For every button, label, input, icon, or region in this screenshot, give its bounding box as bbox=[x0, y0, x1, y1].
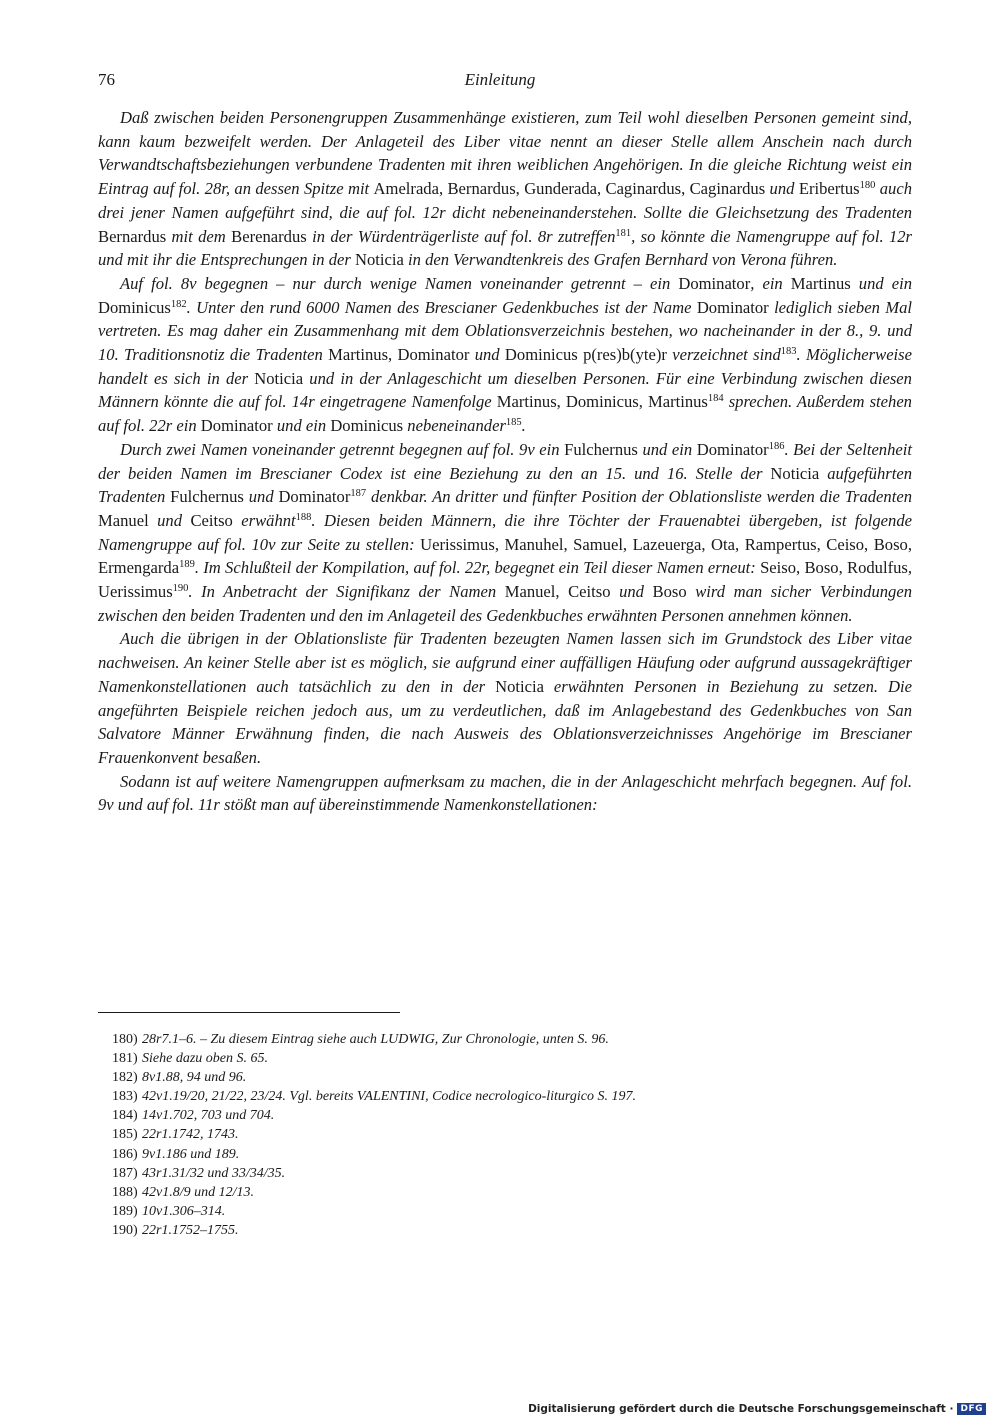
footnote-text: 14v1.702, 703 und 704. bbox=[142, 1108, 275, 1124]
footnote bbox=[112, 1068, 872, 1087]
paragraph-text: Auf fol. 8v begegnen – nur durch wenige Namen voneinander getrennt – ein bbox=[120, 273, 679, 293]
name-term: Boso bbox=[652, 582, 687, 602]
name-term: Martinus bbox=[790, 273, 851, 293]
footnote-text: 28r7.1–6. – Zu diesem Eintrag siehe auch LUDWIG, Zur Chronologie, unten S. 96. bbox=[142, 1032, 609, 1047]
body-paragraph bbox=[98, 438, 912, 628]
body-paragraph bbox=[98, 106, 912, 272]
footnote-text: 22r1.1752–1755. bbox=[142, 1222, 239, 1238]
digitization-footer bbox=[528, 1403, 986, 1415]
footnote bbox=[112, 1030, 872, 1049]
footnote-text: 10v1.306–314. bbox=[142, 1203, 226, 1219]
name-term: Uerissimus, Manuhel, Samuel, Lazeuerga, Ota, Rampertus, Ceiso, Boso, Ermengarda bbox=[98, 534, 913, 578]
name-term: Manuel bbox=[98, 510, 149, 530]
name-term: Dominicus bbox=[330, 416, 404, 436]
paragraph-text: aufgeführten Tradenten bbox=[98, 463, 912, 507]
footnote-number: 185) bbox=[112, 1127, 138, 1143]
footnote-text: 42v1.19/20, 21/22, 23/24. Vgl. bereits VALENTINI, Codice necrologico-liturgico S. 197. bbox=[142, 1089, 636, 1105]
footnote-reference: 186 bbox=[768, 440, 785, 452]
name-term: Ceitso bbox=[190, 510, 233, 530]
name-term: Bernardus bbox=[98, 226, 167, 246]
name-term: Fulchernus bbox=[170, 487, 244, 507]
footnote-reference: 184 bbox=[707, 393, 724, 405]
paragraph-text: erwähnt bbox=[232, 510, 296, 530]
running-title: Einleitung bbox=[464, 70, 536, 89]
name-term: Berenardus bbox=[231, 226, 307, 246]
footnote bbox=[112, 1164, 872, 1183]
paragraph-text: sprechen. Außerdem stehen auf fol. 22r ein bbox=[98, 392, 912, 436]
paragraph-text: und bbox=[610, 582, 653, 602]
footnote bbox=[112, 1106, 872, 1125]
name-term: Manuel, Ceitso bbox=[504, 582, 611, 602]
footnote-text: 9v1.186 und 189. bbox=[142, 1146, 240, 1162]
name-term: Dominator bbox=[696, 297, 769, 317]
footnote-reference: 185 bbox=[505, 417, 522, 429]
footer-text: Digitalisierung gefördert durch die Deutsche Forschungsgemeinschaft · bbox=[528, 1403, 954, 1415]
footnote-reference: 180 bbox=[859, 180, 876, 192]
footnote-reference: 188 bbox=[295, 511, 312, 523]
footnote-text: 22r1.1742, 1743. bbox=[142, 1127, 239, 1143]
paragraph-text: nebeneinander bbox=[403, 416, 506, 436]
name-term: Martinus, Dominator bbox=[328, 345, 470, 365]
paragraph-text: . Unter den rund 6000 Namen des Brescianer Gedenkbuches ist der Name bbox=[186, 297, 697, 317]
paragraph-text: , so könnte die Namengruppe auf fol. 12r und mit ihr die Entsprechungen in der bbox=[98, 226, 913, 270]
footnote-reference: 183 bbox=[780, 346, 797, 358]
paragraph-text: mit dem bbox=[166, 226, 232, 246]
name-term: Noticia bbox=[495, 676, 544, 696]
footnote-number: 186) bbox=[112, 1146, 138, 1162]
footnote bbox=[112, 1087, 872, 1106]
paragraph-text: und bbox=[148, 510, 191, 530]
name-term: Fulchernus bbox=[564, 439, 638, 459]
footnote-number: 182) bbox=[112, 1070, 138, 1086]
name-term: Dominicus p(res)b(yte)r bbox=[504, 345, 667, 365]
page-number: 76 bbox=[98, 70, 115, 89]
paragraph-text: , ein bbox=[750, 273, 791, 293]
paragraph-text: . Möglicherweise handelt es sich in der bbox=[98, 345, 912, 388]
name-term: Dominicus bbox=[98, 297, 171, 317]
paragraph-text: und in der Anlageschicht um dieselben Personen. Für eine Verbindung zwischen diesen Männern könnte die auf fol. 14r eingetragene Namenfolge bbox=[98, 368, 912, 412]
footnote bbox=[112, 1125, 872, 1144]
body-paragraph bbox=[98, 770, 912, 817]
name-term: Noticia bbox=[254, 368, 304, 388]
footnote bbox=[112, 1221, 872, 1240]
paragraph-text: . In Anbetracht der Signifikanz der Namen bbox=[188, 582, 505, 602]
paragraph-text: Sodann ist auf weitere Namengruppen aufmerksam zu machen, die in der Anlageschicht mehrfach begegnen. Auf fol. 9v und auf fol. 11r stößt man auf übereinstimmende Namenkonstellationen: bbox=[98, 771, 912, 815]
paragraph-text: . Bei der Seltenheit der beiden Namen im Brescianer Codex ist eine Beziehung zu den an 15. und 16. Stelle der bbox=[98, 439, 912, 483]
name-term: Dominator bbox=[278, 487, 351, 507]
name-term: Martinus, Dominicus, Martinus bbox=[496, 392, 708, 412]
paragraph-text: und bbox=[469, 345, 505, 365]
paragraph-text: Auch die übrigen in der Oblationsliste für Tradenten bezeugten Namen lassen sich im Grundstock des Liber vitae nachweisen. An keiner Stelle aber ist es möglich, sie aufgrund einer auffälligen Häufung oder aufgrund aussagekräftiger Namenkonstellationen auch tatsächlich zu den in der bbox=[98, 629, 912, 696]
name-term: Dominator bbox=[200, 416, 273, 436]
paragraph-text: . bbox=[521, 416, 526, 436]
footnote-number: 183) bbox=[112, 1089, 138, 1105]
footnote-text: Siehe dazu oben S. 65. bbox=[142, 1051, 268, 1067]
paragraph-text: Daß zwischen beiden Personengruppen Zusammenhänge existieren, zum Teil wohl dieselben Personen gemeint sind, kann kaum bezweifelt werden. Der Anlageteil des Liber vitae nennt an dieser Stelle allem Anschein nach durch Verwandtschaftsbeziehungen verbundene Tradenten mit ihren weiblichen Angehörigen. In die gleiche Richtung weist ein Eintrag auf fol. 28r, an dessen Spitze mit bbox=[98, 108, 912, 199]
name-term: Dominator bbox=[696, 439, 769, 459]
paragraph-text: erwähnten Personen in Beziehung zu setzen. Die angeführten Beispiele reichen jedoch aus, um zu verdeutlichen, daß im Anlagebestand des Gedenkbuches von San Salvatore Männer Erwähnung finden, die nach Ausweis des Oblationsverzeichnisses Angehörige im Brescianer Frauenkonvent besaßen. bbox=[98, 676, 912, 767]
footnote-number: 189) bbox=[112, 1203, 138, 1219]
footnote-text: 42v1.8/9 und 12/13. bbox=[142, 1184, 254, 1200]
footnote-reference: 187 bbox=[350, 488, 367, 500]
footnote bbox=[112, 1202, 872, 1221]
footnote-number: 181) bbox=[112, 1051, 138, 1067]
paragraph-text: verzeichnet sind bbox=[666, 345, 781, 365]
paragraph-text: auch drei jener Namen aufgeführt sind, die auf fol. 12r dicht nebeneinanderstehen. Sollte die Gleichsetzung des Tradenten bbox=[98, 179, 913, 222]
paragraph-text: Durch zwei Namen voneinander getrennt begegnen auf fol. 9v ein bbox=[120, 439, 565, 459]
paragraph-text: wird man sicher Verbindungen zwischen den beiden Tradenten und den im Anlageteil des Gedenkbuches erwähnten Personen annehmen können. bbox=[98, 582, 912, 625]
footnote bbox=[112, 1183, 872, 1202]
footnote-number: 184) bbox=[112, 1108, 138, 1124]
footnote-text: 43r1.31/32 und 33/34/35. bbox=[142, 1165, 286, 1181]
paragraph-text: in der Würdenträgerliste auf fol. 8r zutreffen bbox=[306, 226, 616, 246]
body-paragraph bbox=[98, 627, 912, 769]
body-text bbox=[98, 106, 912, 817]
footnote-number: 187) bbox=[112, 1165, 138, 1181]
paragraph-text: und ein bbox=[272, 416, 331, 436]
footnote-reference: 181 bbox=[615, 227, 632, 239]
footnote-number: 180) bbox=[112, 1032, 138, 1047]
name-term: Noticia bbox=[770, 463, 820, 483]
name-term: Seiso, Boso, Rodulfus, Uerissimus bbox=[98, 558, 912, 602]
footnote-reference: 190 bbox=[172, 583, 189, 595]
footnote-reference: 189 bbox=[179, 559, 195, 571]
paragraph-text: und bbox=[243, 487, 279, 507]
paragraph-text: denkbar. An dritter und fünfter Position der Oblationsliste werden die Tradenten bbox=[366, 487, 912, 507]
dfg-logo: DFG bbox=[957, 1403, 986, 1415]
footnote-divider bbox=[98, 1012, 400, 1013]
paragraph-text: und ein bbox=[637, 439, 697, 459]
name-term: Dominator bbox=[678, 273, 751, 293]
name-term: Noticia bbox=[355, 250, 404, 270]
footnotes bbox=[112, 1030, 872, 1240]
name-term: Eribertus bbox=[798, 179, 860, 199]
footnote-number: 188) bbox=[112, 1184, 138, 1200]
paragraph-text: und ein bbox=[850, 273, 912, 293]
body-paragraph bbox=[98, 272, 912, 438]
paragraph-text: lediglich sieben Mal vertreten. Es mag daher ein Zusammenhang mit dem Oblationsverzeichnis bestehen, wo nacheinander in der 8., 9. und 10. Traditionsnotiz die Tradenten bbox=[98, 297, 912, 365]
name-term: Amelrada, Bernardus, Gunderada, Caginardus, Caginardus bbox=[373, 179, 766, 199]
footnote-reference: 182 bbox=[170, 298, 187, 310]
paragraph-text: . Im Schlußteil der Kompilation, auf fol. 22r, begegnet ein Teil dieser Namen erneut: bbox=[194, 558, 761, 578]
paragraph-text: . Diesen beiden Männern, die ihre Töchter der Frauenabtei übergeben, ist folgende Namengruppe auf fol. 10v zur Seite zu stellen: bbox=[98, 510, 912, 554]
footnote-text: 8v1.88, 94 und 96. bbox=[142, 1070, 247, 1086]
footnote bbox=[112, 1145, 872, 1164]
footnote bbox=[112, 1049, 872, 1068]
footnote-number: 190) bbox=[112, 1222, 138, 1238]
paragraph-text: und bbox=[765, 179, 799, 199]
paragraph-text: in den Verwandtenkreis des Grafen Bernhard von Verona führen. bbox=[403, 250, 838, 270]
